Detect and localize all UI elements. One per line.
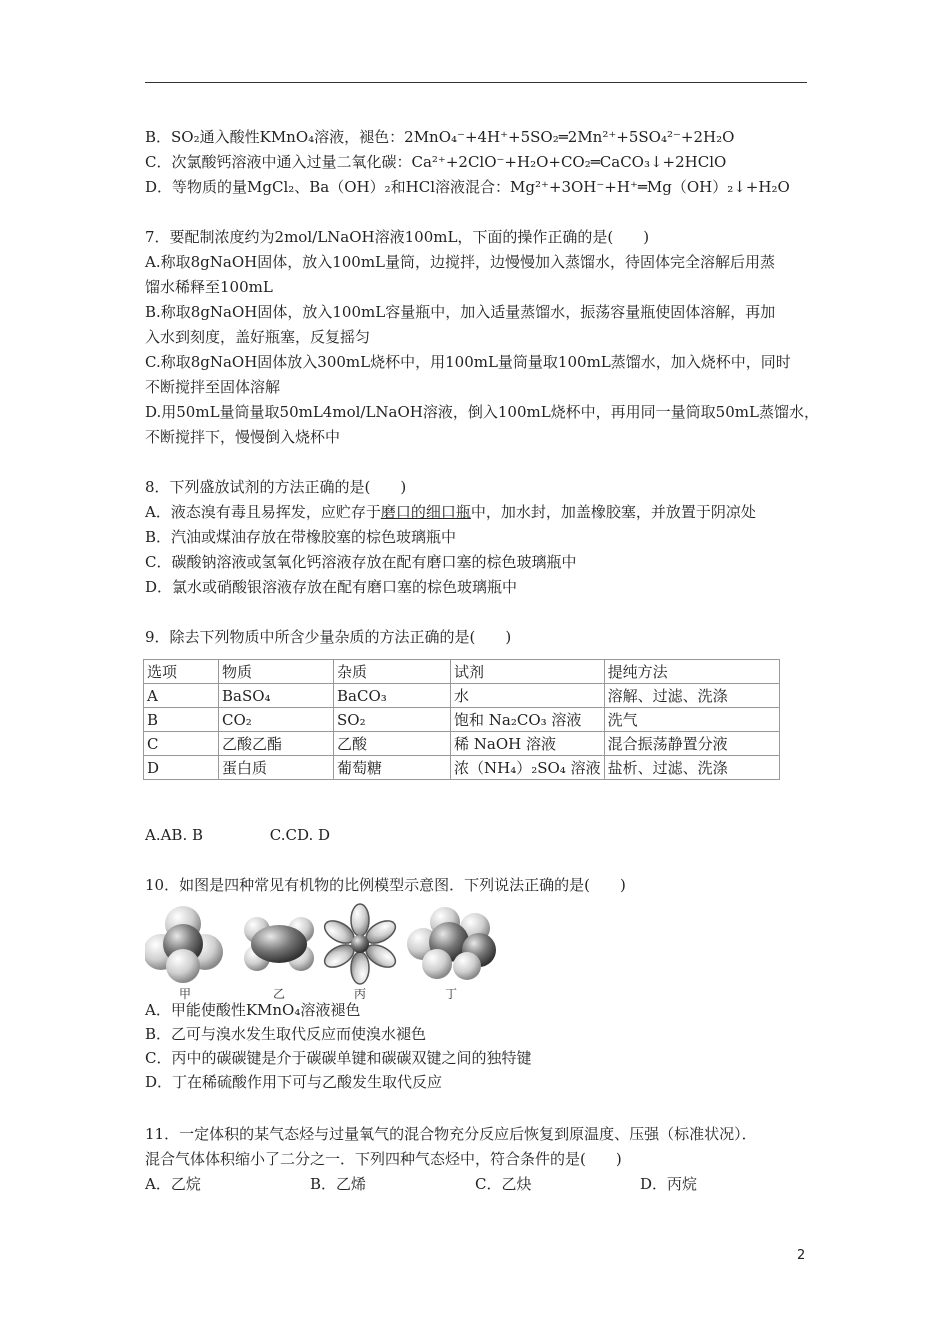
table-cell: C xyxy=(144,732,219,756)
table-cell: 杂质 xyxy=(334,660,451,684)
q6-option-b: B．SO₂通入酸性KMnO₄溶液，褪色：2MnO₄⁻+4H⁺+5SO₂═2Mn²⁺+5SO₄²⁻+2H₂O xyxy=(145,128,735,146)
q10-option-c: C．丙中的碳碳键是介于碳碳单键和碳碳双键之间的独特键 xyxy=(145,1049,532,1067)
q7-stem: 7．要配制浓度约为2mol/LNaOH溶液100mL，下面的操作正确的是( ) xyxy=(145,228,650,246)
table-cell: 葡萄糖 xyxy=(334,756,451,780)
table-cell: 蛋白质 xyxy=(219,756,334,780)
q9-table xyxy=(143,659,780,780)
q8-stem: 8．下列盛放试剂的方法正确的是( ) xyxy=(145,478,407,496)
table-cell: BaCO₃ xyxy=(334,684,451,708)
table-cell: 稀 NaOH 溶液 xyxy=(451,732,605,756)
methane-model xyxy=(145,906,223,983)
table-cell: 乙酸乙酯 xyxy=(219,732,334,756)
q11-stem-line2: 混合气体体积缩小了二分之一．下列四种气态烃中，符合条件的是( ) xyxy=(145,1150,622,1168)
table-cell: D xyxy=(144,756,219,780)
q8-option-c: C．碳酸钠溶液或氢氧化钙溶液存放在配有磨口塞的棕色玻璃瓶中 xyxy=(145,553,577,571)
table-cell: SO₂ xyxy=(334,708,451,732)
q7-option-b-cont: 入水到刻度，盖好瓶塞，反复摇匀 xyxy=(145,328,371,346)
q8-option-a-underline: 磨口的细口瓶 xyxy=(380,503,471,521)
header-rule xyxy=(145,82,807,83)
q8-option-a-pre: A．液态溴有毒且易挥发，应贮存于 xyxy=(145,503,381,521)
table-cell: 乙酸 xyxy=(334,732,451,756)
table-cell: 溶解、过滤、洗涤 xyxy=(604,684,779,708)
table-cell: 盐析、过滤、洗涤 xyxy=(604,756,779,780)
q7-option-d: D.用50mL量筒量取50mL4mol/LNaOH溶液，倒入100mL烧杯中，再用同一量筒取50mL蒸馏水， xyxy=(145,403,819,421)
model-label-jia: 甲 xyxy=(179,987,192,1000)
table-cell: B xyxy=(144,708,219,732)
table-row xyxy=(144,732,780,756)
q7-option-a-cont: 馏水稀释至100mL xyxy=(145,278,273,296)
q10-option-b: B．乙可与溴水发生取代反应而使溴水褪色 xyxy=(145,1025,427,1043)
table-row xyxy=(144,660,780,684)
q7-option-c: C.称取8gNaOH固体放入300mL烧杯中，用100mL量筒量取100mL蒸馏水，加入烧杯中，同时 xyxy=(145,353,791,371)
q9-stem: 9．除去下列物质中所含少量杂质的方法正确的是( ) xyxy=(145,628,512,646)
q8-option-a-post: 中，加水封，加盖橡胶塞，并放置于阴凉处 xyxy=(470,503,756,521)
space-filling-models-figure xyxy=(145,900,505,1000)
table-row xyxy=(144,756,780,780)
table-cell: 饱和 Na₂CO₃ 溶液 xyxy=(451,708,605,732)
q7-option-d-cont: 不断搅拌下，慢慢倒入烧杯中 xyxy=(145,428,341,446)
table-cell: 提纯方法 xyxy=(604,660,779,684)
q7-option-b: B.称取8gNaOH固体，放入100mL容量瓶中，加入适量蒸馏水，振荡容量瓶使固体溶解，再加 xyxy=(145,303,776,321)
model-label-bing: 丙 xyxy=(354,987,367,1000)
table-row xyxy=(144,708,780,732)
q11-option-d: D．丙烷 xyxy=(640,1175,698,1193)
q6-option-d: D．等物质的量MgCl₂、Ba（OH）₂和HCl溶液混合：Mg²⁺+3OH⁻+H⁺═Mg（OH）₂↓+H₂O xyxy=(145,178,790,196)
benzene-model xyxy=(321,904,399,984)
ethylene-model xyxy=(244,917,314,971)
q8-option-d: D．氯水或硝酸银溶液存放在配有磨口塞的棕色玻璃瓶中 xyxy=(145,578,518,596)
table-cell: A xyxy=(144,684,219,708)
table-row xyxy=(144,684,780,708)
q10-option-a: A．甲能使酸性KMnO₄溶液褪色 xyxy=(145,1001,361,1019)
table-cell: 水 xyxy=(451,684,605,708)
q11-stem-line1: 11．一定体积的某气态烃与过量氧气的混合物充分反应后恢复到原温度、压强（标准状况）． xyxy=(145,1125,757,1143)
table-cell: 物质 xyxy=(219,660,334,684)
q10-option-d: D．丁在稀硫酸作用下可与乙酸发生取代反应 xyxy=(145,1073,443,1091)
q8-option-a xyxy=(145,502,756,522)
q7-option-c-cont: 不断搅拌至固体溶解 xyxy=(145,378,281,396)
model-label-ding: 丁 xyxy=(445,987,458,1000)
q11-option-a: A．乙烷 xyxy=(145,1175,201,1193)
q6-option-c: C．次氯酸钙溶液中通入过量二氧化碳：Ca²⁺+2ClO⁻+H₂O+CO₂═CaCO₃↓+2HClO xyxy=(145,153,727,171)
q7-option-a: A.称取8gNaOH固体，放入100mL量筒，边搅拌，边慢慢加入蒸馏水，待固体完全溶解后用蒸 xyxy=(145,253,776,271)
page-number: 2 xyxy=(797,1248,806,1263)
q11-option-b: B．乙烯 xyxy=(310,1175,367,1193)
q9-answer-choices: A.AB. B C.CD. D xyxy=(145,826,331,844)
q11-option-c: C．乙炔 xyxy=(475,1175,532,1193)
table-cell: 试剂 xyxy=(451,660,605,684)
ethanol-model xyxy=(407,907,496,980)
table-cell: CO₂ xyxy=(219,708,334,732)
q8-option-b: B．汽油或煤油存放在带橡胶塞的棕色玻璃瓶中 xyxy=(145,528,457,546)
table-cell: 混合振荡静置分液 xyxy=(604,732,779,756)
q10-stem: 10．如图是四种常见有机物的比例模型示意图．下列说法正确的是( ) xyxy=(145,876,626,894)
table-cell: 洗气 xyxy=(604,708,779,732)
table-cell: 浓（NH₄）₂SO₄ 溶液 xyxy=(451,756,605,780)
table-cell: 选项 xyxy=(144,660,219,684)
table-cell: BaSO₄ xyxy=(219,684,334,708)
model-label-yi: 乙 xyxy=(273,987,286,1000)
